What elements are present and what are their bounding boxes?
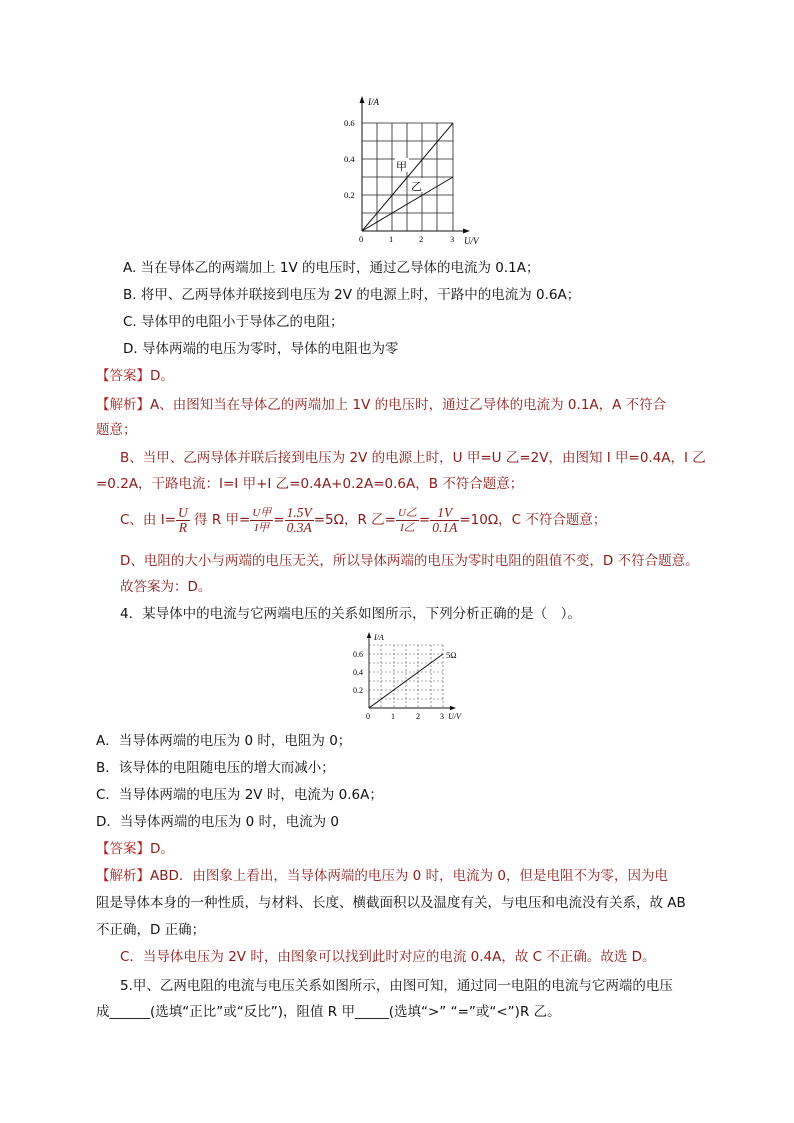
q4-option-a: A．当导体两端的电压为 0 时，电阻为 0； (96, 733, 352, 749)
q3-option-b: B. 将甲、乙两导体并联接到电压为 2V 的电源上时，干路中的电流为 0.6A； (123, 287, 581, 303)
frac-num: 1V (430, 506, 459, 521)
x-tick: 0 (359, 234, 364, 244)
q4-stem: 4．某导体中的电流与它两端电压的关系如图所示，下列分析正确的是（ ）。 (120, 606, 581, 622)
analysis-text: A、由图知当在导体乙的两端加上 1V 的电压时，通过乙导体的电流为 0.1A，A 不符合 (150, 397, 667, 413)
frac-den: R (178, 519, 188, 535)
x-axis-label: U/V (464, 236, 479, 246)
q4-analysis-4: C．当导体电压为 2V 时，由图象可以找到此时对应的电流 0.4A，故 C 不正确。故选 D。 (120, 949, 656, 965)
frac-den: 0.3A (286, 519, 312, 535)
x-axis-label: U/V (448, 712, 461, 721)
frac-num: U (178, 504, 188, 520)
y-tick: 0.4 (344, 154, 355, 164)
q4-analysis-2: 阻是导体本身的一种性质，与材料、长度、横截面积以及温度有关，与电压和电流没有关系，故 AB (96, 895, 686, 911)
analysis-tag: 【解析】 (96, 868, 150, 884)
y-tick: 0.2 (344, 190, 355, 200)
q4-answer (96, 839, 174, 859)
line-yi (362, 177, 453, 231)
q3-answer (96, 366, 174, 386)
c-post: =10Ω，C 不符合题意； (459, 512, 607, 528)
q4-analysis-1 (96, 866, 668, 886)
fraction-u-i-jia (250, 506, 273, 535)
q5-line-2: 成______(选填“正比”或“反比”)，阻值 R 甲_____(选填“>” “=”或“<”)R 乙。 (96, 1004, 561, 1020)
x-tick: 1 (391, 712, 395, 721)
line-label: 5Ω (446, 650, 457, 660)
c-eq1: = (273, 512, 285, 528)
q4-option-b: B．该导体的电阻随电压的增大而减小； (96, 760, 335, 776)
y-tick: 0.6 (353, 650, 363, 659)
x-tick: 0 (366, 712, 370, 721)
q3-analysis-d1: D、电阻的大小与两端的电压无关，所以导体两端的电压为零时电阻的阻值不变，D 不符合题意。 (120, 553, 699, 569)
q4-option-c: C．当导体两端的电压为 2V 时，电流为 0.6A； (96, 787, 383, 803)
fraction-values-yi (430, 506, 459, 535)
frac-num: U甲 (252, 506, 272, 519)
q3-analysis-a1 (96, 395, 666, 415)
frac-num: 1.5V (286, 504, 312, 520)
y-tick: 0.2 (353, 686, 363, 695)
frac-den: I甲 (254, 521, 270, 534)
analysis-tag: 【解析】 (96, 397, 150, 413)
analysis-text: ABD．由图象上看出，当导体两端的电压为 0 时，电流为 0，但是电阻不为零，因为电 (150, 868, 668, 884)
iu-graph-jia-yi (340, 94, 490, 246)
q3-analysis-a2: 题意； (96, 422, 137, 438)
answer-tag: 【答案】 (96, 841, 150, 857)
c-prefix: C、由 I= (120, 512, 177, 528)
line-yi-label: 乙 (411, 181, 422, 193)
x-tick: 1 (389, 234, 394, 244)
line-jia-label: 甲 (396, 161, 407, 173)
q3-option-c: C. 导体甲的电阻小于导体乙的电阻； (123, 314, 344, 330)
q3-analysis-c (120, 503, 606, 537)
x-tick: 3 (450, 234, 455, 244)
fraction-values-jia (285, 506, 314, 535)
answer-value: D。 (150, 368, 174, 384)
answer-value: D。 (150, 841, 174, 857)
iu-graph-5ohm (350, 631, 475, 726)
y-axis-label: I/A (374, 633, 384, 642)
x-tick: 2 (416, 712, 420, 721)
answer-tag: 【答案】 (96, 368, 150, 384)
q3-option-d: D. 导体两端的电压为零时，导体的电阻也为零 (123, 341, 399, 357)
y-axis-label: I/A (368, 97, 379, 107)
fraction-u-i-yi (396, 506, 419, 535)
y-tick: 0.6 (344, 118, 355, 128)
q3-option-a: A. 当在导体乙的两端加上 1V 的电压时，通过乙导体的电流为 0.1A； (123, 260, 540, 276)
frac-num: U乙 (397, 506, 417, 519)
q3-analysis-b2: =0.2A，干路电流：I=I 甲+I 乙=0.4A+0.2A=0.6A，B 不符合题意； (96, 476, 524, 492)
y-tick: 0.4 (353, 668, 363, 677)
q4-analysis-3: 不正确，D 正确； (96, 922, 206, 938)
q3-analysis-d2: 故答案为：D。 (120, 579, 212, 595)
q3-analysis-b1: B、当甲、乙两导体并联后接到电压为 2V 的电源上时，U 甲=U 乙=2V，由图知 I 甲=0.4A，I 乙 (120, 450, 706, 466)
fraction-u-r (176, 506, 190, 535)
x-tick: 2 (419, 234, 424, 244)
x-tick: 3 (440, 712, 444, 721)
c-mid1: 得 R 甲= (189, 512, 251, 528)
c-mid2: =5Ω，R 乙= (313, 512, 396, 528)
c-eq2: = (418, 512, 431, 528)
q5-line-1: 5.甲、乙两电阻的电流与电压关系如图所示，由图可知，通过同一电阻的电流与它两端的电压 (120, 978, 673, 994)
q4-option-d: D．当导体两端的电压为 0 时，电流为 0 (96, 814, 339, 830)
frac-den: 0.1A (432, 519, 458, 535)
frac-den: I乙 (400, 521, 415, 534)
